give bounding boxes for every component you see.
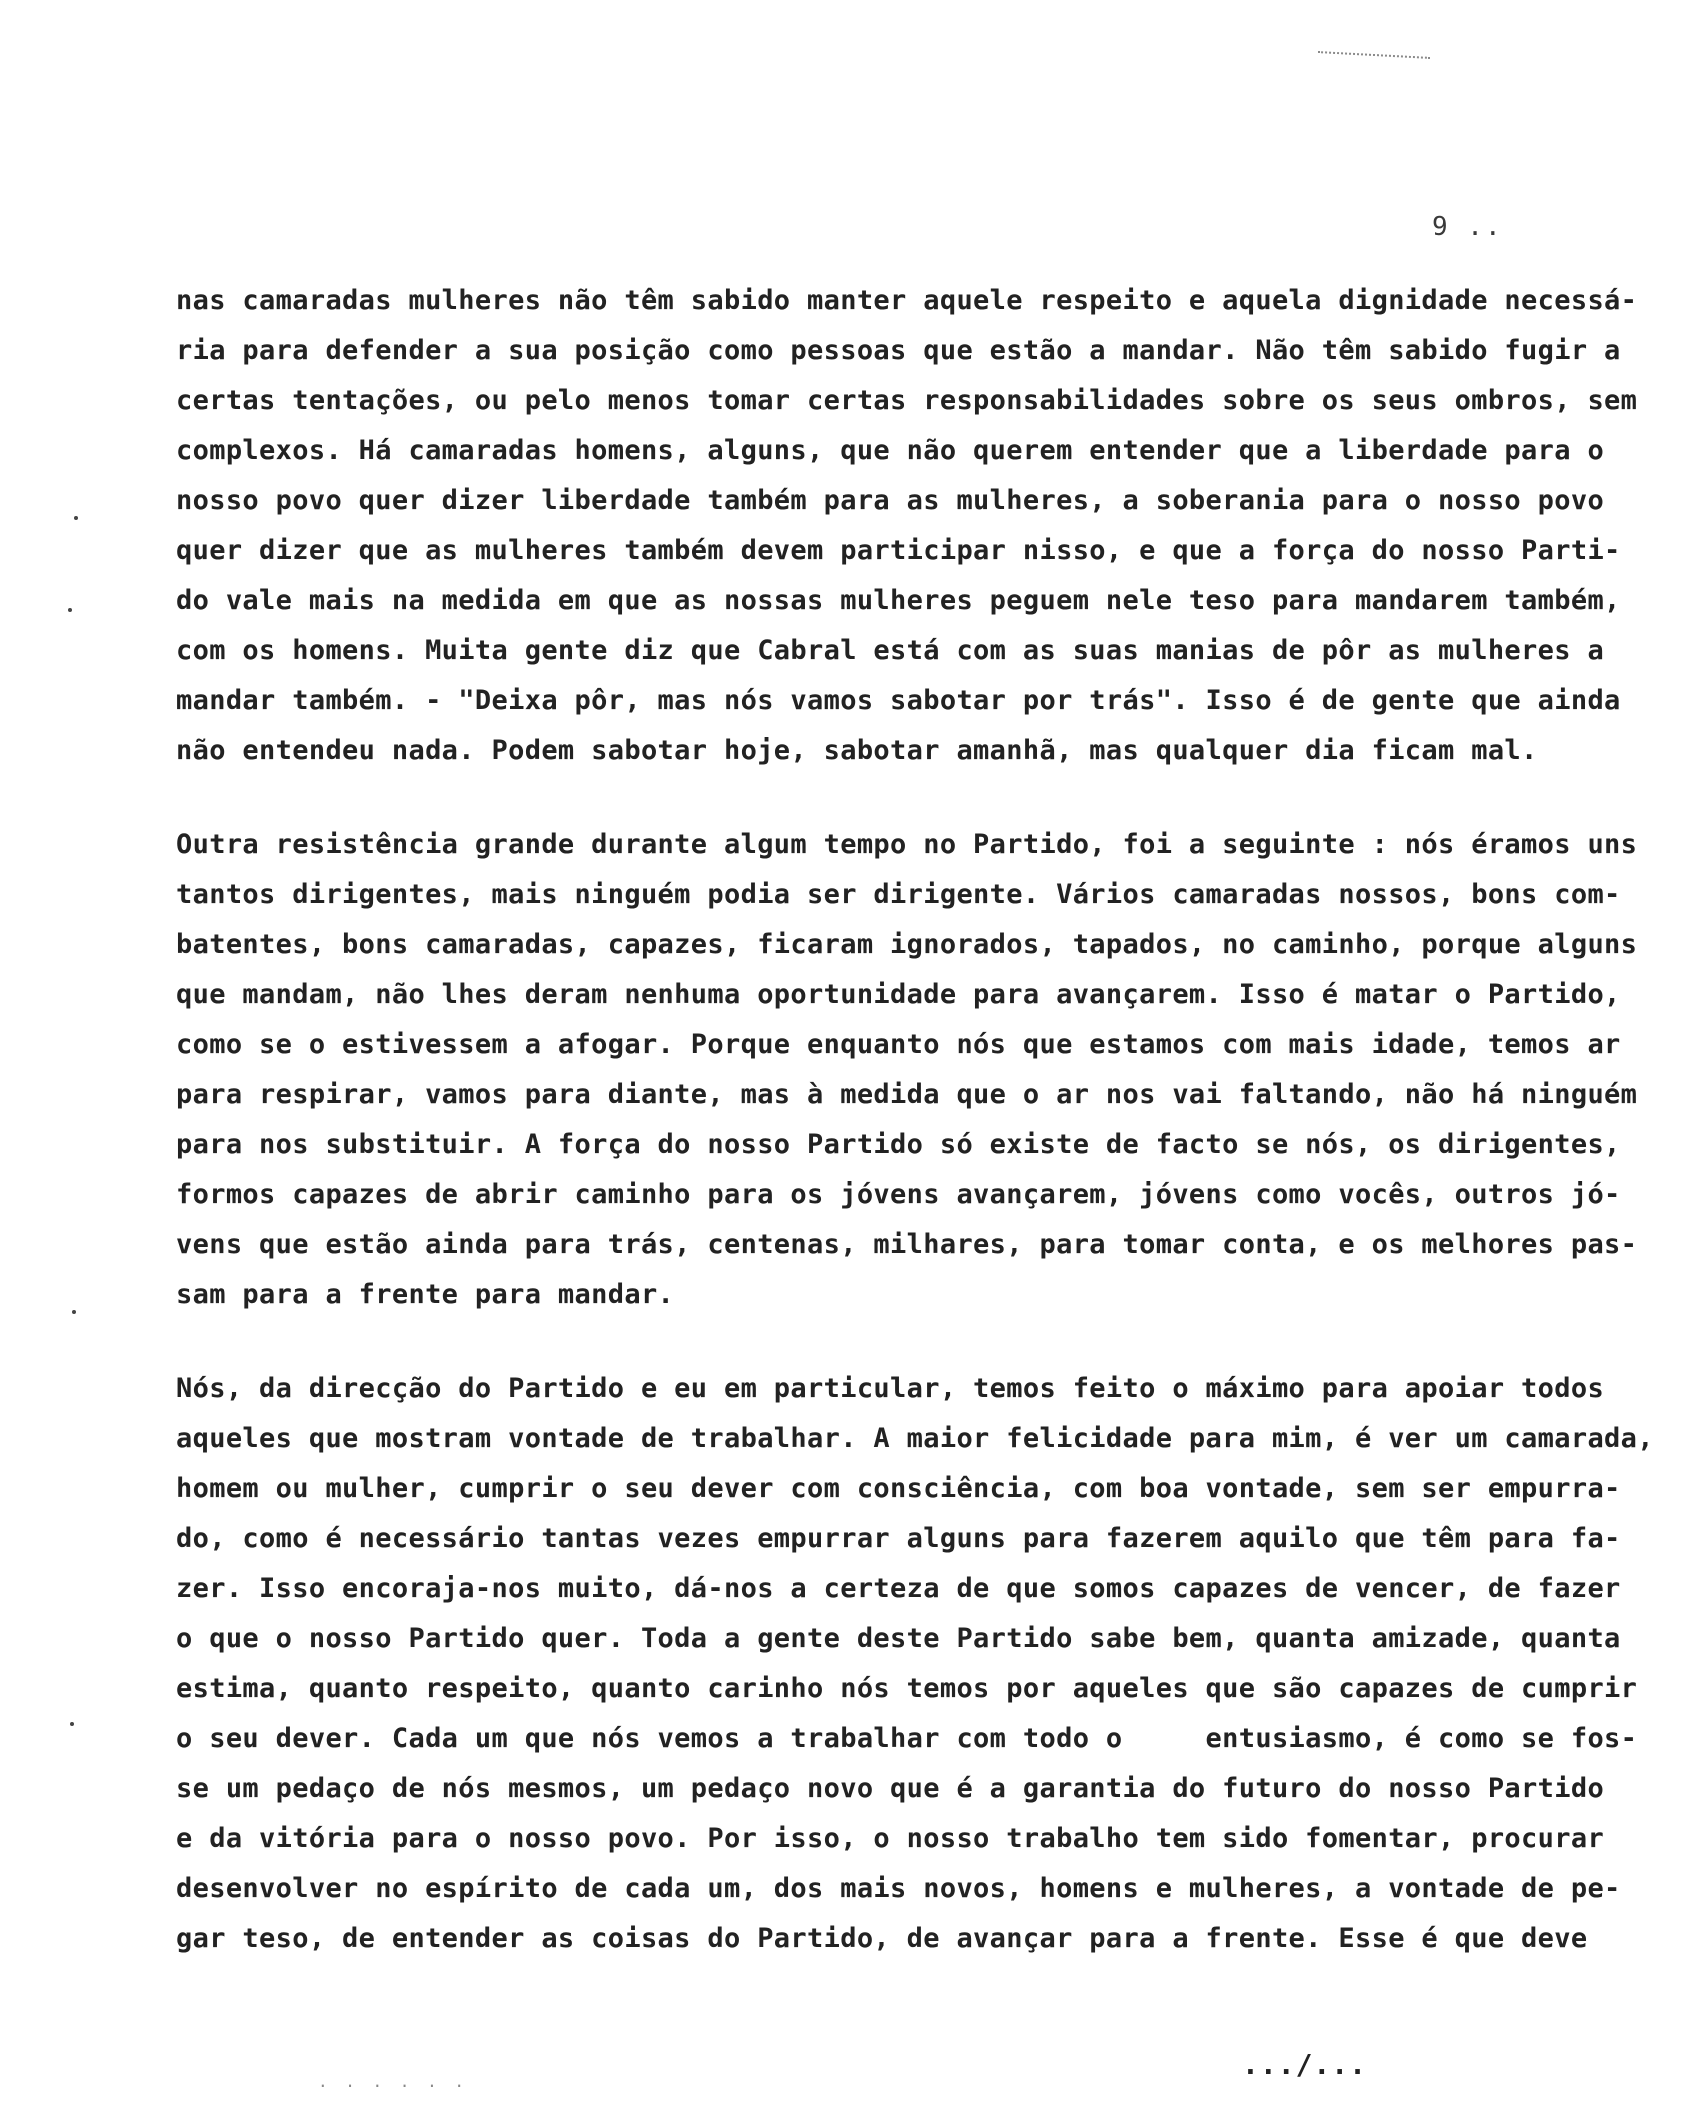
text-line: para respirar, vamos para diante, mas à medida que o ar nos vai faltando, não há ninguém <box>176 1079 1638 1110</box>
text-line: complexos. Há camaradas homens, alguns, que não querem entender que a liberdade para o <box>176 435 1605 466</box>
text-line: Nós, da direcção do Partido e eu em particular, temos feito o máximo para apoiar todos <box>176 1373 1605 1404</box>
text-line: nas camaradas mulheres não têm sabido manter aquele respeito e aquela dignidade necessá- <box>176 285 1638 316</box>
text-line: batentes, bons camaradas, capazes, ficaram ignorados, tapados, no caminho, porque alguns <box>176 929 1638 960</box>
body-text <box>176 276 1654 1964</box>
edge-mark <box>70 1722 74 1726</box>
text-line: o seu dever. Cada um que nós vemos a trabalhar com todo o entusiasmo, é como se fos- <box>176 1723 1638 1754</box>
page-number: 9 .. <box>1432 212 1503 242</box>
text-line: do, como é necessário tantas vezes empurrar alguns para fazerem aquilo que têm para fa- <box>176 1523 1621 1554</box>
text-line: quer dizer que as mulheres também devem participar nisso, e que a força do nosso Parti- <box>176 535 1621 566</box>
paragraph-gap <box>176 1320 1596 1364</box>
text-line: certas tentações, ou pelo menos tomar certas responsabilidades sobre os seus ombros, sem <box>176 385 1638 416</box>
continuation-marker: .../... <box>1242 2048 1368 2081</box>
text-line: vens que estão ainda para trás, centenas, milhares, para tomar conta, e os melhores pas- <box>176 1229 1638 1260</box>
text-line: e da vitória para o nosso povo. Por isso, o nosso trabalho tem sido fomentar, procurar <box>176 1823 1605 1854</box>
text-line: gar teso, de entender as coisas do Partido, de avançar para a frente. Esse é que deve <box>176 1923 1588 1954</box>
paragraph-1 <box>176 276 1638 776</box>
text-line: mandar também. - "Deixa pôr, mas nós vamos sabotar por trás". Isso é de gente que ainda <box>176 685 1621 716</box>
paragraph-3 <box>176 1364 1654 1964</box>
paragraph-gap <box>176 776 1596 820</box>
text-line: nosso povo quer dizer liberdade também para as mulheres, a soberania para o nosso povo <box>176 485 1605 516</box>
text-line: para nos substituir. A força do nosso Partido só existe de facto se nós, os dirigentes, <box>176 1129 1621 1160</box>
edge-mark <box>72 1310 76 1314</box>
text-line: homem ou mulher, cumprir o seu dever com consciência, com boa vontade, sem ser empurra- <box>176 1473 1621 1504</box>
text-line: tantos dirigentes, mais ninguém podia ser dirigente. Vários camaradas nossos, bons com- <box>176 879 1621 910</box>
text-line: Outra resistência grande durante algum tempo no Partido, foi a seguinte : nós éramos uns <box>176 829 1638 860</box>
text-line: como se o estivessem a afogar. Porque enquanto nós que estamos com mais idade, temos ar <box>176 1029 1621 1060</box>
edge-mark <box>74 516 78 520</box>
text-line: sam para a frente para mandar. <box>176 1279 675 1310</box>
text-line: zer. Isso encoraja-nos muito, dá-nos a certeza de que somos capazes de vencer, de fazer <box>176 1573 1621 1604</box>
text-line: não entendeu nada. Podem sabotar hoje, sabotar amanhã, mas qualquer dia ficam mal. <box>176 735 1538 766</box>
text-line: que mandam, não lhes deram nenhuma oportunidade para avançarem. Isso é matar o Partido, <box>176 979 1621 1010</box>
text-line: formos capazes de abrir caminho para os jóvens avançarem, jóvens como vocês, outros jó- <box>176 1179 1621 1210</box>
text-line: estima, quanto respeito, quanto carinho nós temos por aqueles que são capazes de cumprir <box>176 1673 1638 1704</box>
text-line: aqueles que mostram vontade de trabalhar. A maior felicidade para mim, é ver um camarada, <box>176 1423 1654 1454</box>
text-line: se um pedaço de nós mesmos, um pedaço novo que é a garantia do futuro do nosso Partido <box>176 1773 1605 1804</box>
text-line: desenvolver no espírito de cada um, dos mais novos, homens e mulheres, a vontade de pe- <box>176 1873 1621 1904</box>
text-line: o que o nosso Partido quer. Toda a gente deste Partido sabe bem, quanta amizade, quanta <box>176 1623 1621 1654</box>
edge-mark <box>68 608 72 612</box>
scan-mark <box>1318 51 1430 59</box>
paragraph-2 <box>176 820 1638 1320</box>
footer-marks: . . . . . . <box>318 2072 468 2091</box>
text-line: com os homens. Muita gente diz que Cabral está com as suas manias de pôr as mulheres a <box>176 635 1605 666</box>
text-line: ria para defender a sua posição como pessoas que estão a mandar. Não têm sabido fugir a <box>176 335 1621 366</box>
text-line: do vale mais na medida em que as nossas mulheres peguem nele teso para mandarem também, <box>176 585 1621 616</box>
